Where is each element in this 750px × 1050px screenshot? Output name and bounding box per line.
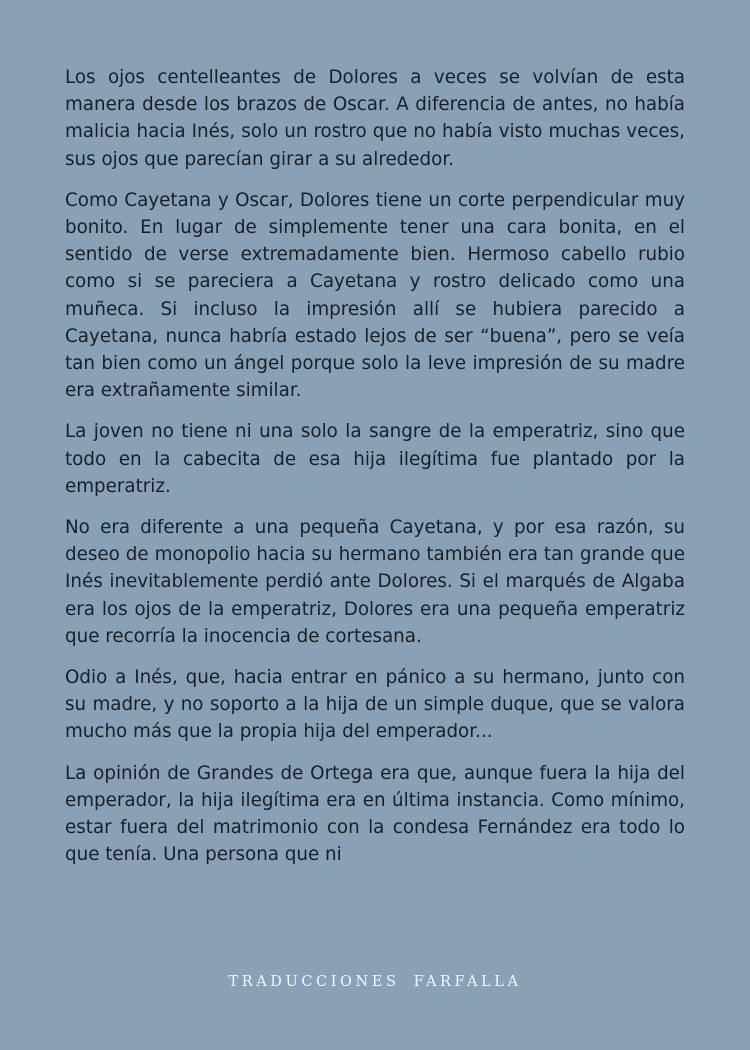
body-text <box>65 64 685 868</box>
footer-credit <box>0 974 750 990</box>
paragraph-1: Los ojos centelleantes de Dolores a veces se volvían de esta manera desde los brazos de Oscar. A diferencia de antes, no había malicia hacia Inés, solo un rostro que no había visto muchas veces, sus ojos que parecían girar a su alrededor. <box>65 67 685 170</box>
paragraph-4: No era diferente a una pequeña Cayetana, y por esa razón, su deseo de monopolio hacia su hermano también era tan grande que Inés inevitablemente perdió ante Dolores. Si el marqués de Algaba era los ojos de la emperatriz, Dolores era una pequeña emperatriz que recorría la inocencia de cortesana. <box>65 517 685 647</box>
paragraph-5: Odio a Inés, que, hacia entrar en pánico a su hermano, junto con su madre, y no soporto a la hija de un simple duque, que se valora mucho más que la propia hija del emperador... <box>65 667 685 743</box>
paragraph-3: La joven no tiene ni una solo la sangre de la emperatriz, sino que todo en la cabecita de esa hija ilegítima fue plantado por la emperatriz. <box>65 421 685 497</box>
footer-word-1: TRADUCCIONES <box>228 974 400 990</box>
paragraph-6: La opinión de Grandes de Ortega era que, aunque fuera la hija del emperador, la hija ilegítima era en última instancia. Como mínimo, estar fuera del matrimonio con la condesa Fernández era todo lo que tenía. Una persona que ni <box>65 762 685 866</box>
paragraph-2: Como Cayetana y Oscar, Dolores tiene un corte perpendicular muy bonito. En lugar de simplemente tener una cara bonita, en el sentido de verse extremadamente bien. Hermoso cabello rubio como si se pareciera a Cayetana y rostro delicado como una muñeca. Si incluso la impresión allí se hubiera parecido a Cayetana, nunca habría estado lejos de ser “buena”, pero se veía tan bien como un ángel porque solo la leve impresión de su madre era extrañamente similar. <box>65 189 685 402</box>
footer-word-2: FARFALLA <box>413 974 522 990</box>
